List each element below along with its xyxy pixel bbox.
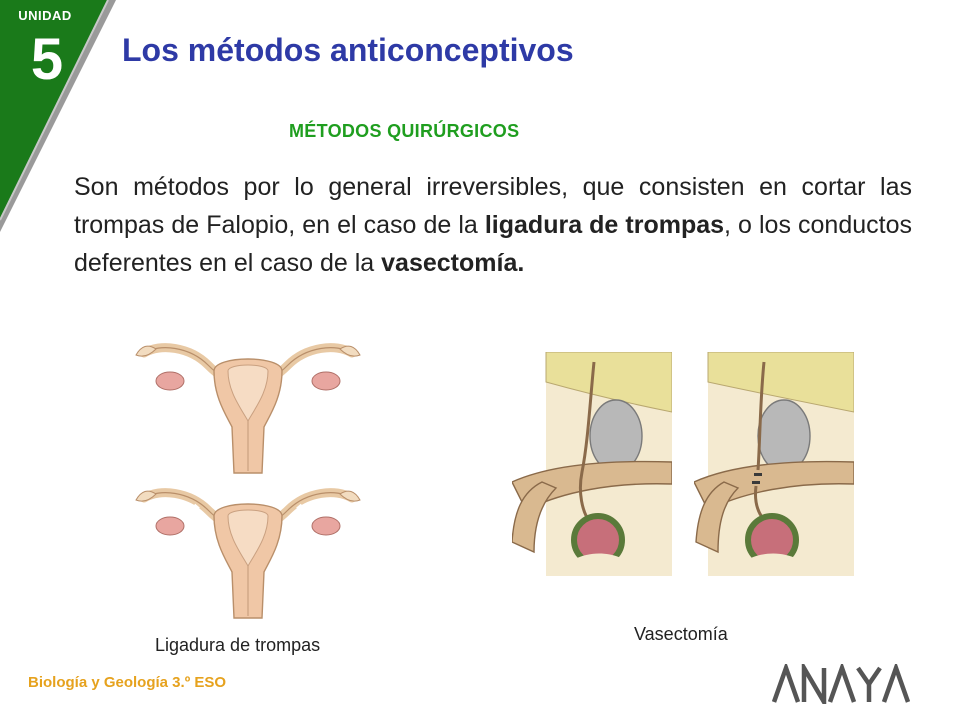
page-title: Los métodos anticonceptivos [122,32,574,68]
uterus-illustration-top [130,335,366,475]
caption-ligadura: Ligadura de trompas [155,635,321,655]
body-bold-vasectomia: vasectomía. [381,249,525,277]
vasectomy-illustration-after [694,352,854,576]
course-footer: Biología y Geología 3.º ESO [28,674,227,691]
unit-number: 5 [30,27,64,92]
uterus-illustration-bottom [130,480,366,620]
body-bold-ligadura: ligadura de trompas [484,211,725,239]
body-text-2: , o los conductos deferentes en el caso de la [74,211,912,277]
section-subtitle: MÉTODOS QUIRÚRGICOS [289,121,520,141]
caption-vasectomia: Vasectomía [634,624,728,644]
body-paragraph [74,168,912,282]
body-text-1: Son métodos por lo general irreversibles, que consisten en cortar las trompas de Falopio, en el caso de la [74,173,912,239]
publisher-logo [772,664,910,704]
unit-label: UNIDAD [18,8,72,23]
vasectomy-illustration-before [512,352,672,576]
